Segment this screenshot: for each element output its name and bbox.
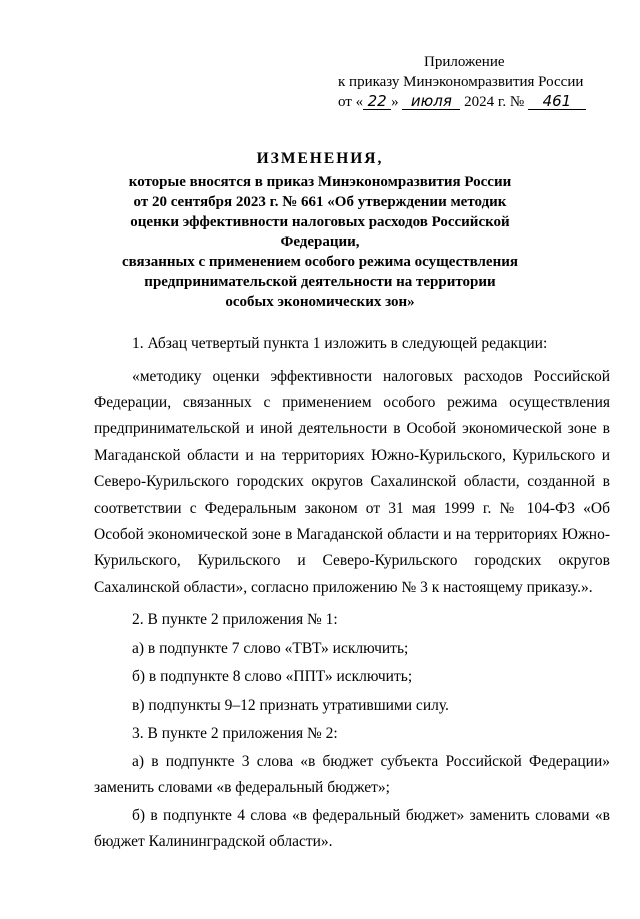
paragraph-3: 3. В пункте 2 приложения № 2: <box>132 725 338 743</box>
paragraph-2: 2. В пункте 2 приложения № 1: <box>132 611 338 629</box>
date-prefix: от « <box>338 94 364 110</box>
subtitle-line: оценки эффективности налоговых расходов Российской Федерации, <box>130 214 510 250</box>
paragraph-1: 1. Абзац четвертый пункта 1 изложить в следующей редакции: <box>132 335 548 352</box>
handwritten-order-number: 461 <box>528 93 586 110</box>
appendix-label: Приложение <box>424 54 505 70</box>
appendix-order-ref: к приказу Минэкономразвития России <box>338 74 584 90</box>
year-and-number-label: 2024 г. № <box>464 94 525 110</box>
date-close-quote: » <box>391 94 399 110</box>
document-title: ИЗМЕНЕНИЯ, <box>256 150 384 167</box>
handwritten-day: 22 <box>363 93 391 110</box>
handwritten-month: июля <box>402 93 460 110</box>
subtitle-line: особых экономических зон» <box>225 294 415 310</box>
paragraph-1-quote: «методику оценки эффективности налоговых расходов Российской Федерации, связанных с применением особого режима осуществления предпринимательской и иной деятельности в Особой экономической зоне в Магаданской области и на территориях Южно-Курильского, Курильского и Северо-Курильского городских округов Сахалинской области, созданной в соответствии с Федеральным законом от 31 мая 1999 г. № 104-ФЗ «Об Особой экономической зоне в Магаданской области и на территориях Южно-Курильского, Курильского и Северо-Курильского городских округов Сахалинской области», согласно приложению № 3 к настоящему приказу.». <box>94 367 610 596</box>
document-subtitle <box>90 172 550 312</box>
paragraph-3b: б) в подпункте 4 слова «в федеральный бюджет» заменить словами «в бюджет Калининградской области». <box>94 806 610 851</box>
paragraph-2b: б) в подпункте 8 слово «ППТ» исключить; <box>132 668 413 686</box>
subtitle-line: связанных с применением особого режима осуществления <box>122 254 518 270</box>
subtitle-line: предпринимательской деятельности на территории <box>144 274 496 290</box>
appendix-date-line <box>338 92 608 112</box>
paragraph-3a: а) в подпункте 3 слова «в бюджет субъекта Российской Федерации» заменить словами «в федеральный бюджет»; <box>94 752 610 797</box>
subtitle-line: от 20 сентября 2023 г. № 661 «Об утверждении методик <box>133 194 507 210</box>
appendix-header <box>338 52 608 112</box>
paragraph-2c: в) подпункты 9–12 признать утратившими силу. <box>132 696 449 714</box>
document-body <box>94 330 610 856</box>
paragraph-2a: а) в подпункте 7 слово «ТВТ» исключить; <box>132 639 409 657</box>
subtitle-line: которые вносятся в приказ Минэкономразвития России <box>128 174 512 190</box>
